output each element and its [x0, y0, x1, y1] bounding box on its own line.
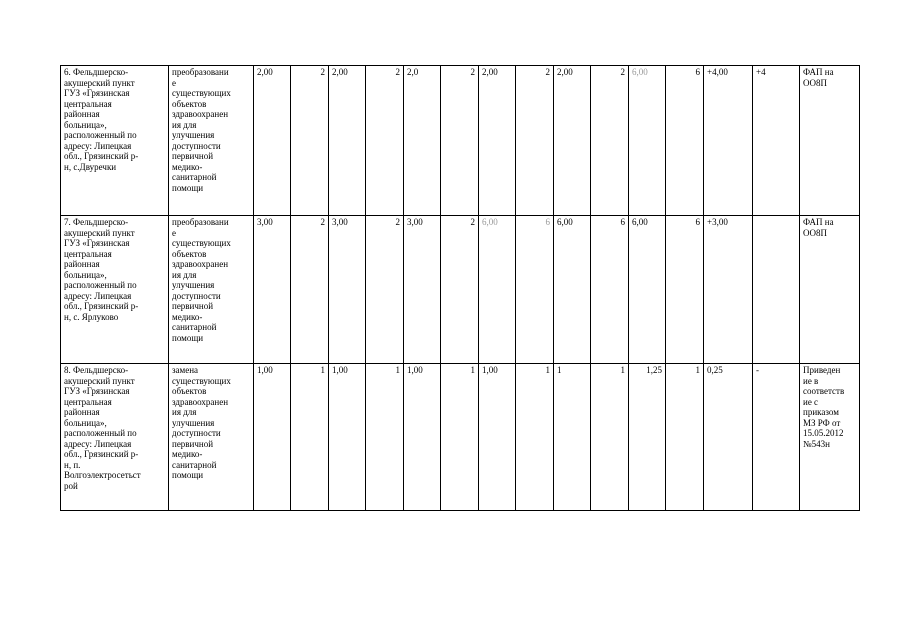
- count-cell: 1: [666, 364, 704, 511]
- count-cell: 6: [591, 216, 629, 364]
- value-cell: 3,00: [329, 216, 366, 364]
- count-cell: 6: [516, 216, 554, 364]
- purpose-cell: замена существующих объектов здравоохранен ия для улучшения доступности первичной медико- санитарной помощи: [169, 364, 254, 511]
- value-cell: 2,00: [254, 66, 291, 216]
- count-cell: 1: [516, 364, 554, 511]
- count-cell: 1: [591, 364, 629, 511]
- delta-value-cell: 0,25: [704, 364, 753, 511]
- value-cell: 1,00: [329, 364, 366, 511]
- value-cell: 6,00: [629, 66, 666, 216]
- document-table: [60, 65, 860, 511]
- value-cell: 3,00: [254, 216, 291, 364]
- count-cell: 6: [666, 216, 704, 364]
- count-cell: 2: [516, 66, 554, 216]
- table-row: [61, 216, 860, 364]
- count-cell: 2: [366, 216, 404, 364]
- facility-name-cell: 6. Фельдшерско- акушерский пункт ГУЗ «Грязинская центральная районная больница», расположенный по адресу: Липецкая обл., Грязинский р- н, с.Двуречки: [61, 66, 169, 216]
- count-cell: 1: [441, 364, 479, 511]
- value-cell: 2,00: [329, 66, 366, 216]
- count-cell: 2: [591, 66, 629, 216]
- note-cell: ФАП на ОО8П: [800, 66, 860, 216]
- table-row: [61, 364, 860, 511]
- facility-name-cell: 8. Фельдшерско- акушерский пункт ГУЗ «Грязинская центральная районная больница», расположенный по адресу: Липецкая обл., Грязинский р- н, п. Волгоэлектросетьст рой: [61, 364, 169, 511]
- count-cell: 2: [291, 66, 329, 216]
- count-cell: 2: [441, 66, 479, 216]
- note-cell: Приведен ие в соответств ие с приказом МЗ РФ от 15.05.2012 №543н: [800, 364, 860, 511]
- value-cell: 2,0: [404, 66, 441, 216]
- table-row: [61, 66, 860, 216]
- delta-count-cell: -: [753, 364, 800, 511]
- value-cell: 6,00: [479, 216, 516, 364]
- value-cell: 1,00: [404, 364, 441, 511]
- value-cell: 2,00: [554, 66, 591, 216]
- count-cell: 6: [666, 66, 704, 216]
- value-cell: 6,00: [554, 216, 591, 364]
- purpose-cell: преобразовани е существующих объектов здравоохранен ия для улучшения доступности первичной медико- санитарной помощи: [169, 66, 254, 216]
- value-cell: 2,00: [479, 66, 516, 216]
- purpose-cell: преобразовани е существующих объектов здравоохранен ия для улучшения доступности первичной медико- санитарной помощи: [169, 216, 254, 364]
- value-cell: 6,00: [629, 216, 666, 364]
- value-cell: 1,00: [254, 364, 291, 511]
- count-cell: 1: [366, 364, 404, 511]
- note-cell: ФАП на ОО8П: [800, 216, 860, 364]
- value-cell: 1: [554, 364, 591, 511]
- count-cell: 1: [291, 364, 329, 511]
- value-cell: 1,25: [629, 364, 666, 511]
- delta-value-cell: +4,00: [704, 66, 753, 216]
- count-cell: 2: [366, 66, 404, 216]
- delta-count-cell: [753, 216, 800, 364]
- delta-value-cell: +3,00: [704, 216, 753, 364]
- delta-count-cell: +4: [753, 66, 800, 216]
- count-cell: 2: [441, 216, 479, 364]
- count-cell: 2: [291, 216, 329, 364]
- facility-name-cell: 7. Фельдшерско- акушерский пункт ГУЗ «Грязинская центральная районная больница», расположенный по адресу: Липецкая обл., Грязинский р- н, с. Ярлуково: [61, 216, 169, 364]
- value-cell: 1,00: [479, 364, 516, 511]
- value-cell: 3,00: [404, 216, 441, 364]
